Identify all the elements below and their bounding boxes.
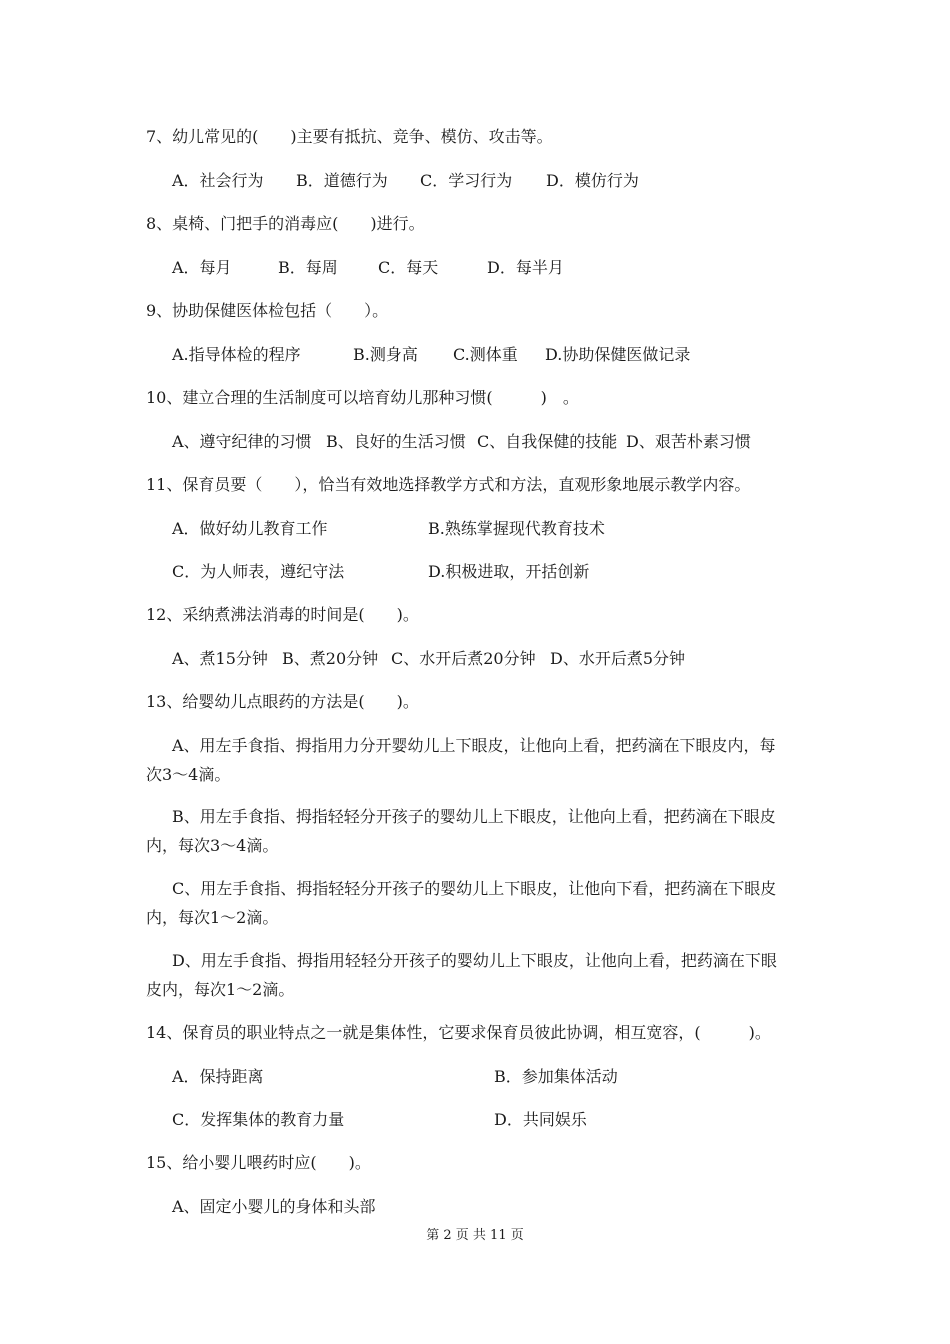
option-a: A.指导体检的程序: [172, 345, 301, 364]
option-b: B.熟练掌握现代教育技术: [428, 519, 605, 538]
option-b: B．道德行为: [296, 171, 388, 190]
option-c: C．每天: [378, 258, 439, 277]
question-stem: 7、幼儿常见的( )主要有抵抗、竞争、模仿、攻击等。: [146, 127, 553, 146]
option-a: A．社会行为: [172, 171, 264, 190]
page-number: 第 2 页 共 11 页: [426, 1228, 524, 1243]
option-d-continued: 皮内，每次1～2滴。: [146, 980, 295, 999]
option-b: B．参加集体活动: [494, 1067, 618, 1086]
option-c-continued: 内，每次1～2滴。: [146, 908, 279, 927]
option-d: D.积极进取，开括创新: [428, 562, 590, 581]
option-a: A．做好幼儿教育工作: [172, 519, 328, 538]
option-a: A．保持距离: [172, 1067, 264, 1086]
option-c: C、自我保健的技能: [477, 432, 618, 451]
option-d: D．模仿行为: [546, 171, 639, 190]
option-b: B、良好的生活习惯: [326, 432, 466, 451]
option-b: B、煮20分钟: [282, 649, 379, 668]
question-stem: 15、给小婴儿喂药时应( )。: [146, 1153, 371, 1172]
option-b: B．每周: [278, 258, 338, 277]
option-b: B、用左手食指、拇指轻轻分开孩子的婴幼儿上下眼皮，让他向上看，把药滴在下眼皮: [172, 807, 776, 826]
option-a-continued: 次3～4滴。: [146, 765, 231, 784]
option-d: D.协助保健医做记录: [545, 345, 691, 364]
option-c: C、水开后煮20分钟: [391, 649, 536, 668]
question-stem: 13、给婴幼儿点眼药的方法是( )。: [146, 692, 419, 711]
question-stem: 14、保育员的职业特点之一就是集体性，它要求保育员彼此协调，相互宽容，( )。: [146, 1023, 771, 1042]
option-a: A、用左手食指、拇指用力分开婴幼儿上下眼皮，让他向上看，把药滴在下眼皮内，每: [172, 736, 776, 755]
option-c: C．发挥集体的教育力量: [172, 1110, 345, 1129]
option-a: A、遵守纪律的习惯: [172, 432, 312, 451]
option-c: C．为人师表，遵纪守法: [172, 562, 345, 581]
option-a: A、煮15分钟: [172, 649, 268, 668]
option-a: A．每月: [172, 258, 232, 277]
question-stem: 9、协助保健医体检包括（ ）。: [146, 301, 389, 320]
option-d: D．每半月: [487, 258, 564, 277]
option-d: D．共同娱乐: [494, 1110, 587, 1129]
option-c: C．学习行为: [420, 171, 513, 190]
option-d: D、水开后煮5分钟: [550, 649, 686, 668]
option-d: D、用左手食指、拇指用轻轻分开孩子的婴幼儿上下眼皮，让他向上看，把药滴在下眼: [172, 951, 777, 970]
question-stem: 11、保育员要（ ），恰当有效地选择教学方式和方法，直观形象地展示教学内容。: [146, 475, 751, 494]
option-d: D、艰苦朴素习惯: [626, 432, 751, 451]
question-stem: 10、建立合理的生活制度可以培育幼儿那种习惯( ) 。: [146, 388, 579, 407]
question-stem: 8、桌椅、门把手的消毒应( )进行。: [146, 214, 425, 233]
question-stem: 12、采纳煮沸法消毒的时间是( )。: [146, 605, 419, 624]
option-c: C.测体重: [453, 345, 518, 364]
option-b: B.测身高: [353, 345, 418, 364]
option-b-continued: 内，每次3～4滴。: [146, 836, 279, 855]
option-c: C、用左手食指、拇指轻轻分开孩子的婴幼儿上下眼皮，让他向下看，把药滴在下眼皮: [172, 879, 777, 898]
option-a: A、固定小婴儿的身体和头部: [172, 1197, 376, 1216]
